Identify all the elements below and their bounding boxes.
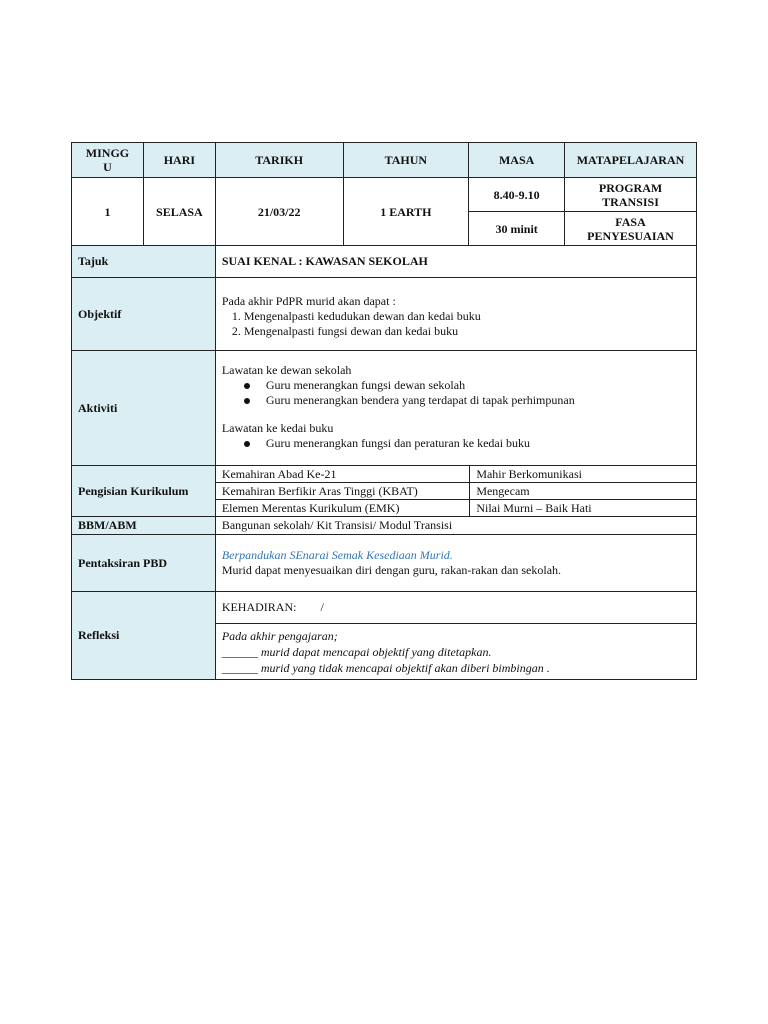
kurikulum-content: [215, 466, 696, 517]
header-tarikh: TARIKH: [215, 143, 343, 178]
aktiviti-bullet-text: Guru menerangkan fungsi dan peraturan ke kedai buku: [265, 436, 531, 450]
info-masa-time: 8.40-9.10: [469, 178, 565, 212]
objektif-item: 1. Mengenalpasti kedudukan dewan dan kedai buku: [231, 309, 481, 323]
aktiviti-bullet-text: Guru menerangkan fungsi dewan sekolah: [265, 378, 466, 392]
subject-line2: TRANSISI: [602, 194, 659, 209]
kurikulum-right: Mahir Berkomunikasi: [470, 466, 696, 483]
aktiviti-label: Aktiviti: [72, 351, 216, 466]
info-subject: [565, 178, 697, 212]
bullet-icon: [244, 441, 250, 447]
pbd-content: [215, 535, 696, 592]
pbd-line2: Murid dapat menyesuaikan diri dengan guru, rakan-rakan dan sekolah.: [221, 563, 562, 577]
kurikulum-right: Nilai Murni – Baik Hati: [470, 500, 696, 517]
refleksi-line3: ______ murid yang tidak mencapai objektif akan diberi bimbingan .: [221, 661, 550, 675]
kurikulum-right: Mengecam: [470, 483, 696, 500]
aktiviti-bullet: [222, 436, 696, 451]
aktiviti-group1-title: Lawatan ke dewan sekolah: [221, 363, 352, 377]
kurikulum-left: Kemahiran Berfikir Aras Tinggi (KBAT): [216, 483, 470, 500]
info-minggu: 1: [72, 178, 144, 246]
subject-line4: PENYESUAIAN: [587, 228, 674, 243]
header-minggu: MINGG U: [72, 143, 144, 178]
bullet-icon: [244, 398, 250, 404]
subject-line1: PROGRAM: [598, 180, 663, 195]
header-tahun: TAHUN: [343, 143, 469, 178]
refleksi-notes: [216, 624, 696, 676]
bullet-icon: [244, 383, 250, 389]
aktiviti-content: [215, 351, 696, 466]
kurikulum-left: Elemen Merentas Kurikulum (EMK): [216, 500, 470, 517]
kurikulum-table: [216, 466, 696, 516]
refleksi-label: Refleksi: [72, 592, 216, 680]
tajuk-value: SUAI KENAL : KAWASAN SEKOLAH: [215, 246, 696, 278]
aktiviti-group2-title: Lawatan ke kedai buku: [221, 421, 334, 435]
info-tarikh: 21/03/22: [215, 178, 343, 246]
kurikulum-row: [216, 466, 696, 483]
kurikulum-row: [216, 483, 696, 500]
refleksi-kehadiran: KEHADIRAN: /: [216, 592, 696, 624]
pbd-line1: Berpandukan SEnarai Semak Kesediaan Murid.: [221, 548, 453, 562]
refleksi-line1: Pada akhir pengajaran;: [221, 629, 338, 643]
aktiviti-bullet: [222, 393, 696, 408]
objektif-item: 2. Mengenalpasti fungsi dewan dan kedai buku: [231, 324, 459, 338]
objektif-content: [215, 278, 696, 351]
subject-line3: FASA: [615, 214, 646, 229]
info-masa-duration: 30 minit: [469, 212, 565, 246]
header-hari: HARI: [143, 143, 215, 178]
tajuk-label: Tajuk: [72, 246, 216, 278]
kurikulum-left: Kemahiran Abad Ke-21: [216, 466, 470, 483]
pbd-label: Pentaksiran PBD: [72, 535, 216, 592]
header-matapelajaran: MATAPELAJARAN: [565, 143, 697, 178]
kurikulum-row: [216, 500, 696, 517]
lesson-plan-table: [71, 142, 697, 680]
objektif-intro: Pada akhir PdPR murid akan dapat :: [221, 294, 396, 308]
aktiviti-bullet-text: Guru menerangkan bendera yang terdapat di tapak perhimpunan: [265, 393, 575, 407]
refleksi-content: [215, 592, 696, 680]
bbm-value: Bangunan sekolah/ Kit Transisi/ Modul Transisi: [215, 517, 696, 535]
info-tahun: 1 EARTH: [343, 178, 469, 246]
info-phase: [565, 212, 697, 246]
aktiviti-bullet: [222, 378, 696, 393]
refleksi-line2: ______ murid dapat mencapai objektif yang ditetapkan.: [221, 645, 492, 659]
objektif-label: Objektif: [72, 278, 216, 351]
header-masa: MASA: [469, 143, 565, 178]
bbm-label: BBM/ABM: [72, 517, 216, 535]
info-hari: SELASA: [143, 178, 215, 246]
kurikulum-label: Pengisian Kurikulum: [72, 466, 216, 517]
